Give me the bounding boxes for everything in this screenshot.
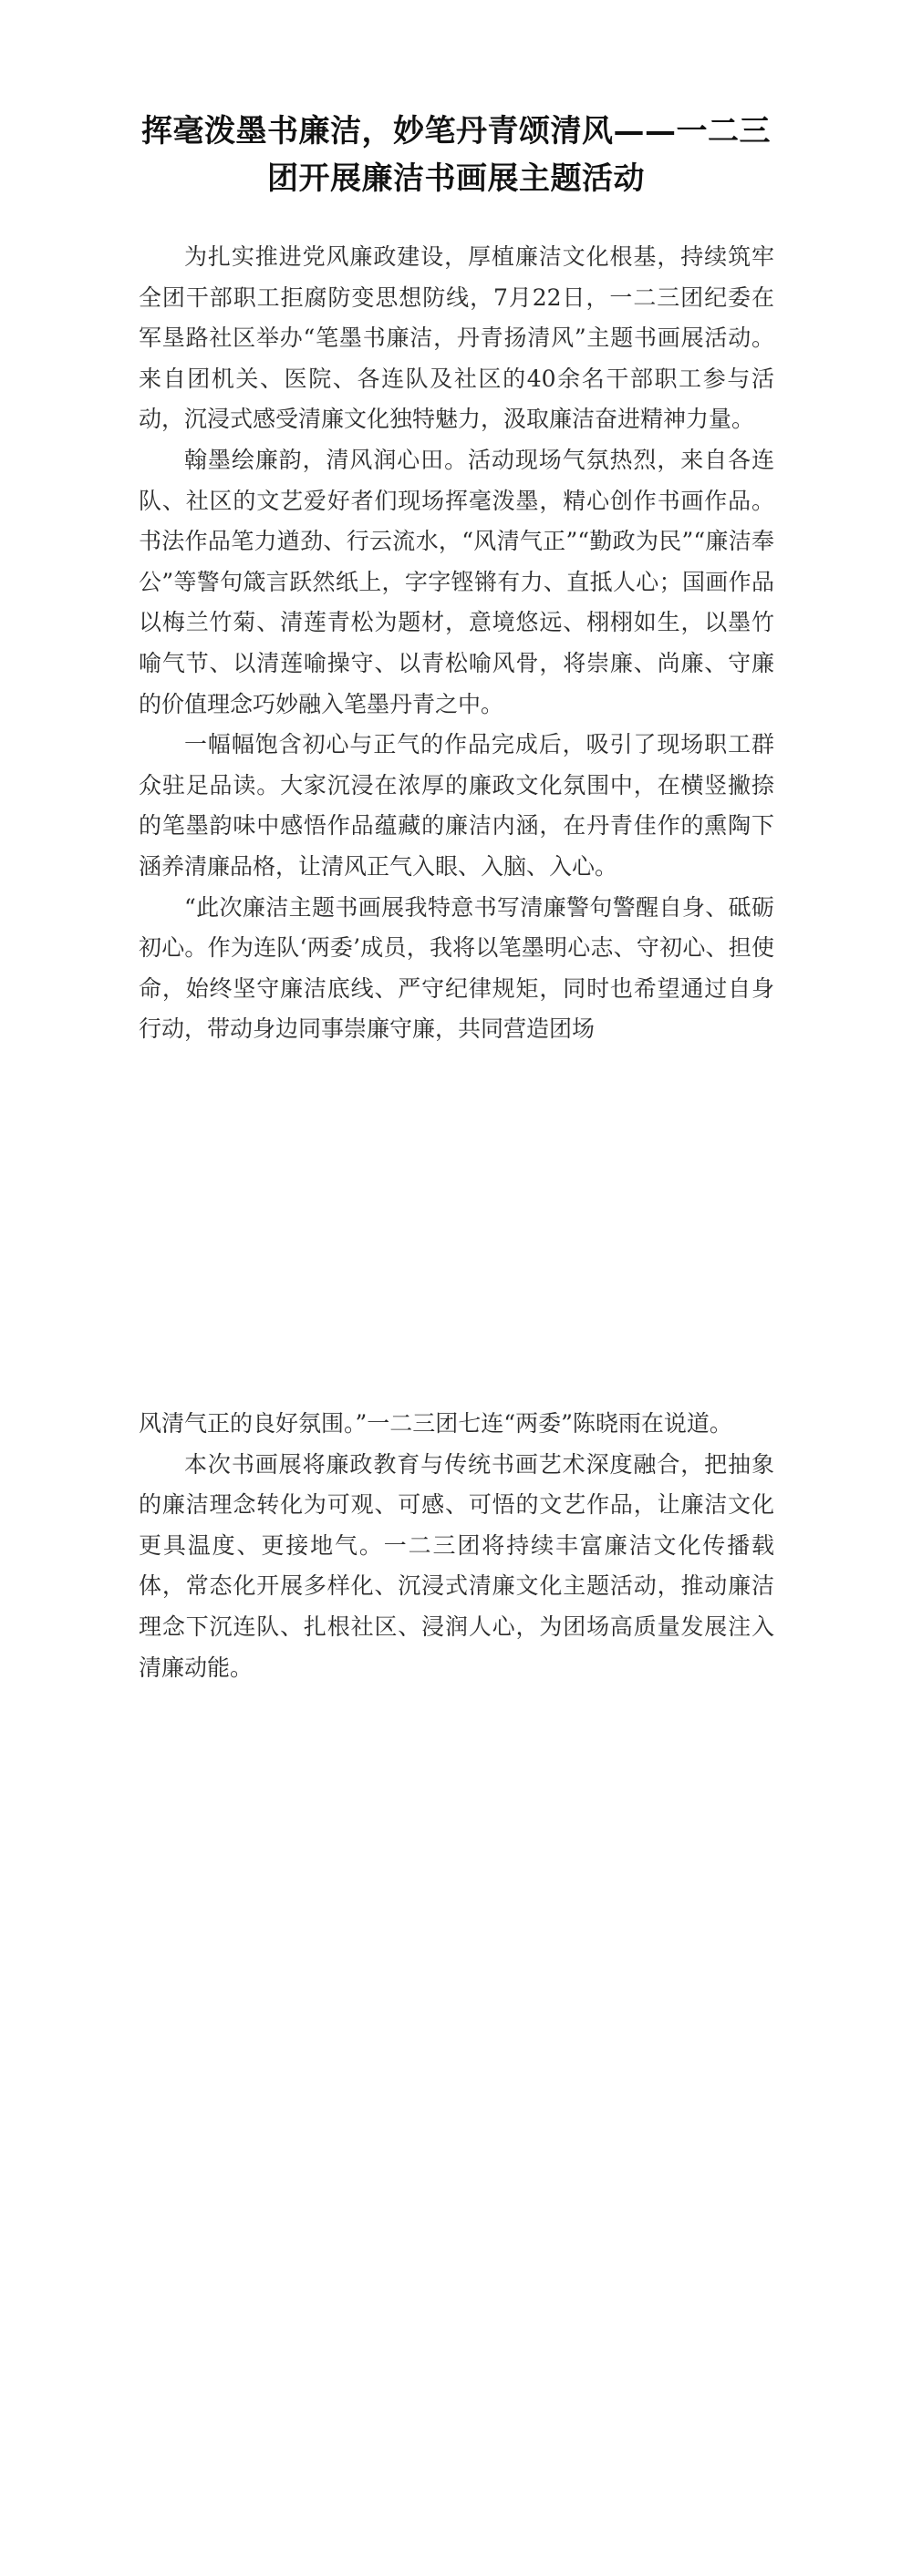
article-paragraph-continuation: 风清气正的良好氛围。”一二三团七连“两委”陈晓雨在说道。 — [139, 1410, 732, 1437]
article-body-upper — [139, 237, 774, 1050]
article-body-lower — [139, 1404, 774, 1688]
article-paragraph: “此次廉洁主题书画展我特意书写清廉警句警醒自身、砥砺初心。作为连队‘两委’成员，我将以笔墨明心志、守初心、担使命，始终坚守廉洁底线、严守纪律规矩，同时也希望通过自身行动，带动身边同事崇廉守廉，共同营造团场 — [139, 893, 774, 1043]
article-paragraph: 翰墨绘廉韵，清风润心田。活动现场气氛热烈，来自各连队、社区的文艺爱好者们现场挥毫泼墨，精心创作书画作品。书法作品笔力遒劲、行云流水，“风清气正”“勤政为民”“廉洁奉公”等警句箴言跃然纸上，字字铿锵有力、直抵人心；国画作品以梅兰竹菊、清莲青松为题材，意境悠远、栩栩如生，以墨竹喻气节、以清莲喻操守、以青松喻风骨，将崇廉、尚廉、守廉的价值理念巧妙融入笔墨丹青之中。 — [139, 446, 774, 717]
article-paragraph: 为扎实推进党风廉政建设，厚植廉洁文化根基，持续筑牢全团干部职工拒腐防变思想防线，7月22日，一二三团纪委在军垦路社区举办“笔墨书廉洁，丹青扬清风”主题书画展活动。来自团机关、医院、各连队及社区的40余名干部职工参与活动，沉浸式感受清廉文化独特魅力，汲取廉洁奋进精神力量。 — [139, 243, 774, 433]
article-paragraph: 一幅幅饱含初心与正气的作品完成后，吸引了现场职工群众驻足品读。大家沉浸在浓厚的廉政文化氛围中，在横竖撇捺的笔墨韵味中感悟作品蕴藏的廉洁内涵，在丹青佳作的熏陶下涵养清廉品格，让清风正气入眼、入脑、入心。 — [139, 731, 774, 880]
article-title: 挥毫泼墨书廉洁，妙笔丹青颂清风——一二三团开展廉洁书画展主题活动 — [141, 113, 771, 197]
article-paragraph: 本次书画展将廉政教育与传统书画艺术深度融合，把抽象的廉洁理念转化为可观、可感、可悟的文艺作品，让廉洁文化更具温度、更接地气。一二三团将持续丰富廉洁文化传播载体，常态化开展多样化、沉浸式清廉文化主题活动，推动廉洁理念下沉连队、扎根社区、浸润人心，为团场高质量发展注入清廉动能。 — [139, 1450, 774, 1681]
